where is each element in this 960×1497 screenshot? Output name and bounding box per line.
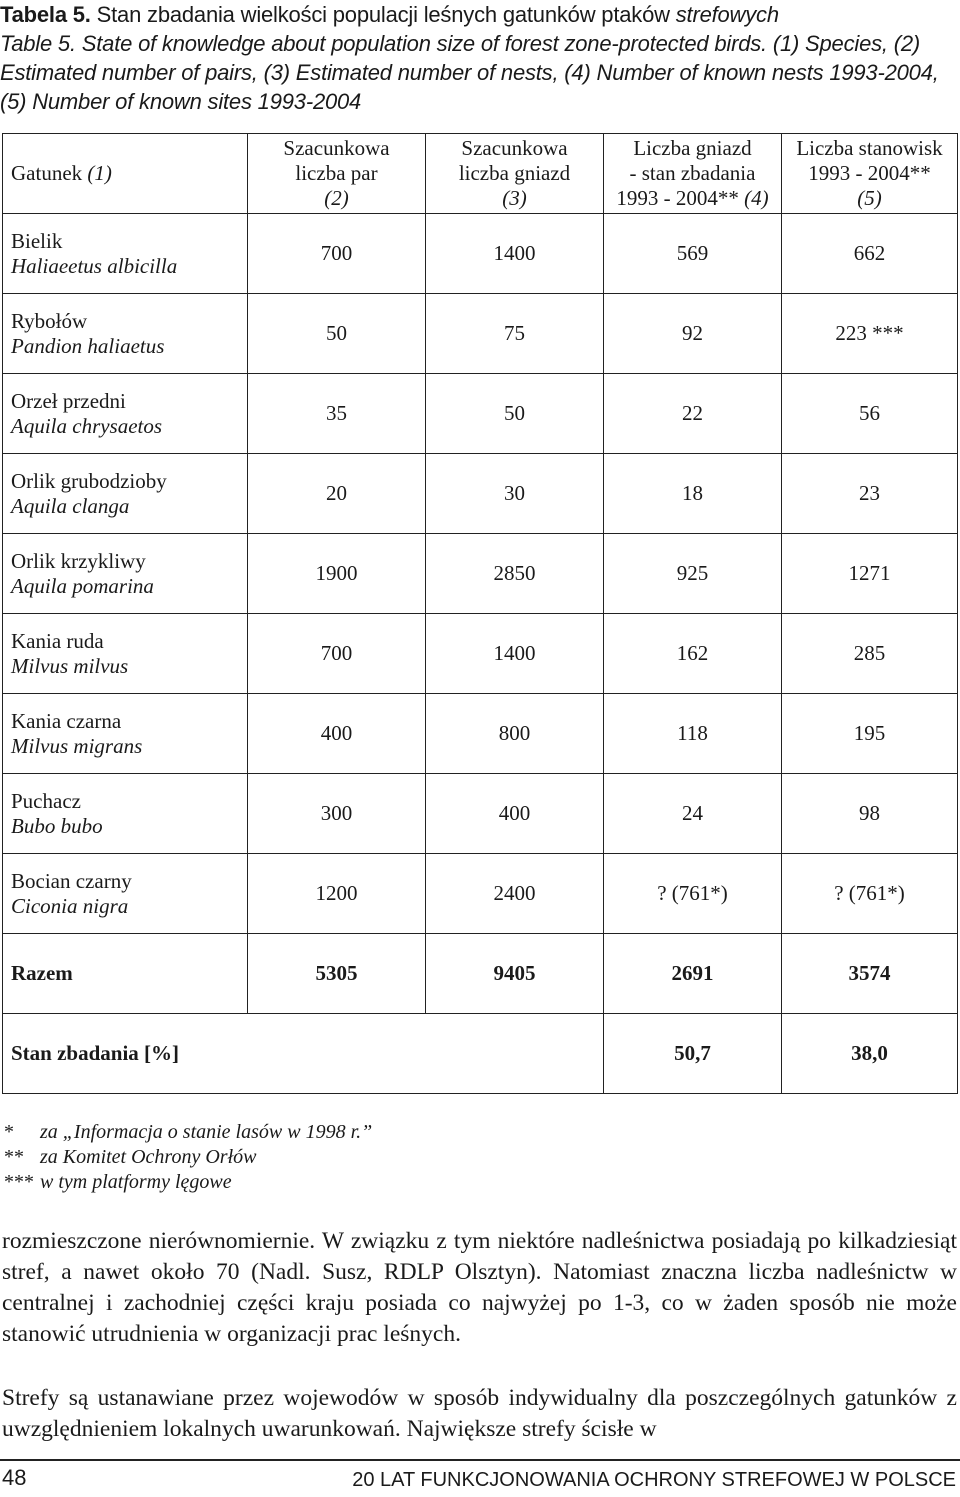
header-species: Gatunek (1) xyxy=(3,134,248,214)
species-cell: Rybołów Pandion haliaetus xyxy=(3,294,248,374)
known-sites-cell: 98 xyxy=(782,774,958,854)
caption-polish-italic: strefowych xyxy=(675,2,779,27)
known-sites-cell: 285 xyxy=(782,614,958,694)
table-row xyxy=(3,614,958,694)
header-nests: Szacunkowa liczba gniazd (3) xyxy=(426,134,604,214)
known-nests-cell: ? (761*) xyxy=(604,854,782,934)
total-row xyxy=(3,934,958,1014)
species-cell: Orlik krzykliwy Aquila pomarina xyxy=(3,534,248,614)
known-nests-cell: 92 xyxy=(604,294,782,374)
nests-cell: 1400 xyxy=(426,214,604,294)
coverage-row xyxy=(3,1014,958,1094)
total-nests: 9405 xyxy=(426,934,604,1014)
known-nests-cell: 118 xyxy=(604,694,782,774)
pairs-cell: 700 xyxy=(248,614,426,694)
coverage-known-sites: 38,0 xyxy=(782,1014,958,1094)
species-cell: Kania czarna Milvus migrans xyxy=(3,694,248,774)
caption-english-text: Table 5. State of knowledge about population size of forest zone-protected birds. (1) Species, (2) Estimated number of pairs, (3) Estimated number of nests, (4) Number of known nests 1993-2004, (5) Number of known sites 1993-2004 xyxy=(0,31,939,114)
page-number: 48 xyxy=(2,1465,27,1490)
table-header-row xyxy=(3,134,958,214)
table-row xyxy=(3,534,958,614)
total-known-nests: 2691 xyxy=(604,934,782,1014)
table-row xyxy=(3,454,958,534)
nests-cell: 2400 xyxy=(426,854,604,934)
table-caption xyxy=(0,0,958,116)
nests-cell: 30 xyxy=(426,454,604,534)
table-row xyxy=(3,214,958,294)
known-sites-cell: 23 xyxy=(782,454,958,534)
footer-rule xyxy=(0,1459,960,1461)
known-sites-cell: 662 xyxy=(782,214,958,294)
coverage-known-nests: 50,7 xyxy=(604,1014,782,1094)
pairs-cell: 1900 xyxy=(248,534,426,614)
known-nests-cell: 569 xyxy=(604,214,782,294)
species-cell: Bielik Haliaeetus albicilla xyxy=(3,214,248,294)
footnotes xyxy=(4,1120,704,1195)
pairs-cell: 300 xyxy=(248,774,426,854)
footnote: ** za Komitet Ochrony Orłów xyxy=(4,1146,257,1168)
footnote: *** w tym platformy lęgowe xyxy=(4,1171,232,1193)
caption-label: Tabela 5. xyxy=(0,2,91,27)
known-sites-cell: 195 xyxy=(782,694,958,774)
species-cell: Kania ruda Milvus milvus xyxy=(3,614,248,694)
known-nests-cell: 162 xyxy=(604,614,782,694)
species-cell: Orzeł przedni Aquila chrysaetos xyxy=(3,374,248,454)
total-pairs: 5305 xyxy=(248,934,426,1014)
table-row xyxy=(3,854,958,934)
nests-cell: 800 xyxy=(426,694,604,774)
known-sites-cell: 1271 xyxy=(782,534,958,614)
body-paragraph-2: Strefy są ustanawiane przez wojewodów w sposób indywidualny dla poszczególnych gatunków z uwzględnieniem lokalnych uwarunkowań. Największe strefy ścisłe w xyxy=(2,1385,957,1442)
header-pairs: Szacunkowa liczba par (2) xyxy=(248,134,426,214)
known-sites-cell: 223 *** xyxy=(782,294,958,374)
known-sites-cell: ? (761*) xyxy=(782,854,958,934)
known-nests-cell: 18 xyxy=(604,454,782,534)
pairs-cell: 400 xyxy=(248,694,426,774)
population-table xyxy=(2,133,958,1094)
known-nests-cell: 22 xyxy=(604,374,782,454)
table-row xyxy=(3,294,958,374)
table-row xyxy=(3,774,958,854)
nests-cell: 75 xyxy=(426,294,604,374)
table-row xyxy=(3,374,958,454)
header-known-sites: Liczba stanowisk 1993 - 2004** (5) xyxy=(782,134,958,214)
pairs-cell: 50 xyxy=(248,294,426,374)
pairs-cell: 35 xyxy=(248,374,426,454)
coverage-label: Stan zbadania [%] xyxy=(3,1014,604,1094)
body-paragraph-1: rozmieszczone nierównomiernie. W związku z tym niektóre nadleśnictwa posiadają po kilkadziesiąt stref, a nawet około 70 (Nadl. Susz, RDLP Olsztyn). Natomiast znaczna liczba nadleśnictw w centralnej i zachodniej części kraju posiada co najwyżej po 1-3, co w żaden sposób nie może stanowić utrudnienia w organizacji prac leśnych. xyxy=(2,1228,957,1347)
pairs-cell: 700 xyxy=(248,214,426,294)
nests-cell: 2850 xyxy=(426,534,604,614)
running-title: 20 LAT FUNKCJONOWANIA OCHRONY STREFOWEJ W POLSCE xyxy=(352,1469,956,1491)
table-row xyxy=(3,694,958,774)
known-nests-cell: 925 xyxy=(604,534,782,614)
species-cell: Bocian czarny Ciconia nigra xyxy=(3,854,248,934)
nests-cell: 50 xyxy=(426,374,604,454)
header-known-nests: Liczba gniazd - stan zbadania 1993 - 2004** (4) xyxy=(604,134,782,214)
pairs-cell: 20 xyxy=(248,454,426,534)
footnote: * za „Informacja o stanie lasów w 1998 r.” xyxy=(4,1121,373,1143)
nests-cell: 400 xyxy=(426,774,604,854)
caption-polish-text: Stan zbadania wielkości populacji leśnych gatunków ptaków xyxy=(90,2,676,27)
pairs-cell: 1200 xyxy=(248,854,426,934)
nests-cell: 1400 xyxy=(426,614,604,694)
known-sites-cell: 56 xyxy=(782,374,958,454)
species-cell: Puchacz Bubo bubo xyxy=(3,774,248,854)
total-label: Razem xyxy=(3,934,248,1014)
total-known-sites: 3574 xyxy=(782,934,958,1014)
species-cell: Orlik grubodzioby Aquila clanga xyxy=(3,454,248,534)
known-nests-cell: 24 xyxy=(604,774,782,854)
